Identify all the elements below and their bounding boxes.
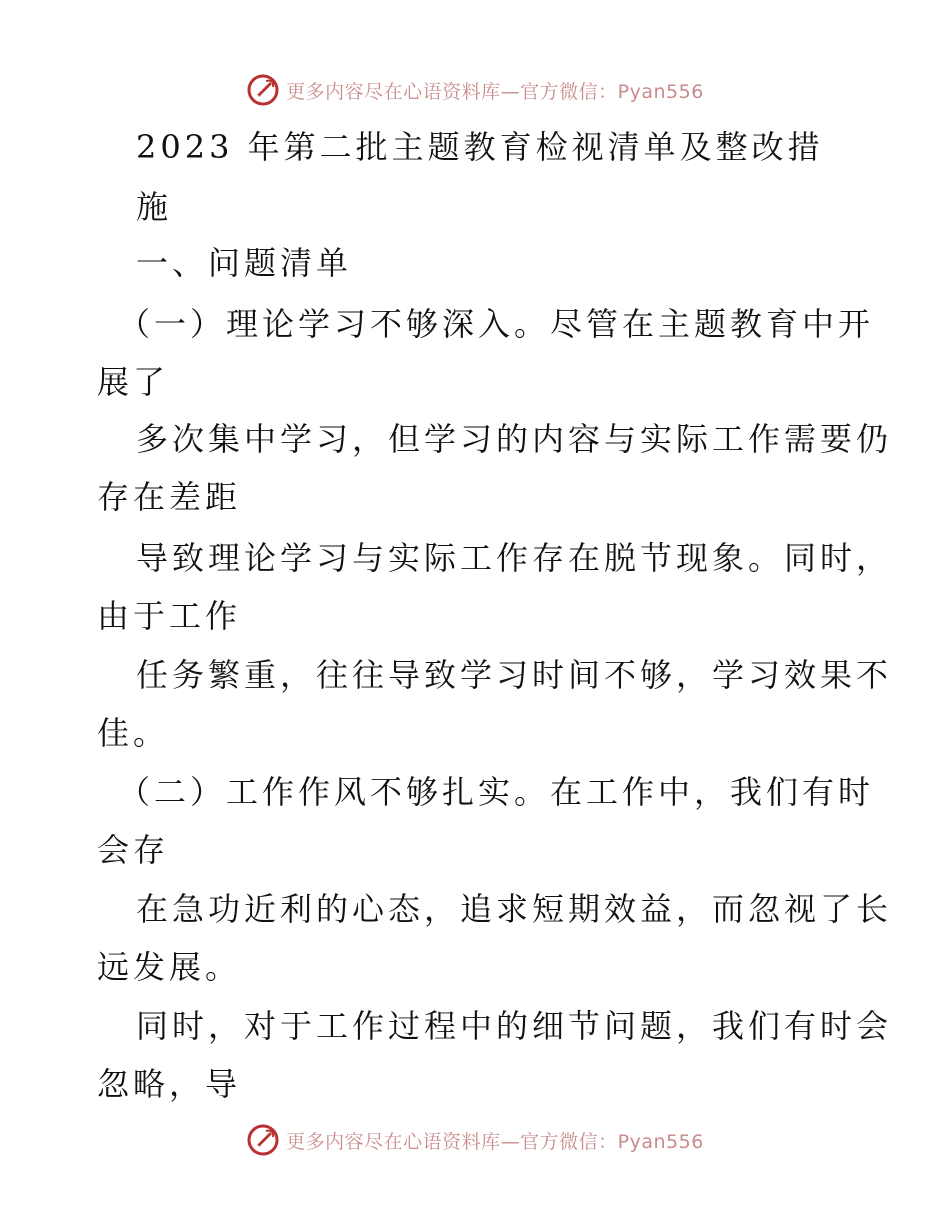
paragraph-line: 导致理论学习与实际工作存在脱节现象。同时，	[136, 539, 893, 577]
paragraph-line: 展了	[97, 363, 170, 401]
paragraph-line: 忽略，导	[97, 1065, 242, 1103]
watermark-text: 更多内容尽在心语资料库—官方微信：Pyan556	[286, 1130, 704, 1153]
feather-pen-logo-icon	[246, 73, 280, 107]
title-line-1: 2023 年第二批主题教育检视清单及整改措	[136, 128, 824, 166]
header-watermark-inner	[246, 73, 704, 107]
title-line-2: 施	[136, 188, 173, 226]
paragraph-line: 任务繁重，往往导致学习时间不够，学习效果不	[136, 656, 893, 694]
paragraph-line: 同时，对于工作过程中的细节问题，我们有时会	[136, 1007, 893, 1045]
paragraph-line: 存在差距	[97, 478, 242, 516]
footer-watermark-inner	[246, 1123, 704, 1157]
paragraph-line: （一）理论学习不够深入。尽管在主题教育中开	[118, 305, 875, 343]
paragraph-line: 多次集中学习，但学习的内容与实际工作需要仍	[136, 420, 893, 458]
feather-pen-logo-icon	[246, 1123, 280, 1157]
section-heading: 一、问题清单	[136, 244, 353, 282]
paragraph-line: 在急功近利的心态，追求短期效益，而忽视了长	[136, 890, 893, 928]
header-watermark	[0, 70, 950, 110]
footer-watermark	[0, 1120, 950, 1160]
paragraph-line: 会存	[97, 831, 170, 869]
paragraph-line: 由于工作	[97, 597, 242, 635]
paragraph-line: 佳。	[97, 714, 170, 752]
watermark-text: 更多内容尽在心语资料库—官方微信：Pyan556	[286, 80, 704, 103]
paragraph-line: （二）工作作风不够扎实。在工作中，我们有时	[118, 773, 875, 811]
paragraph-line: 远发展。	[97, 948, 242, 986]
